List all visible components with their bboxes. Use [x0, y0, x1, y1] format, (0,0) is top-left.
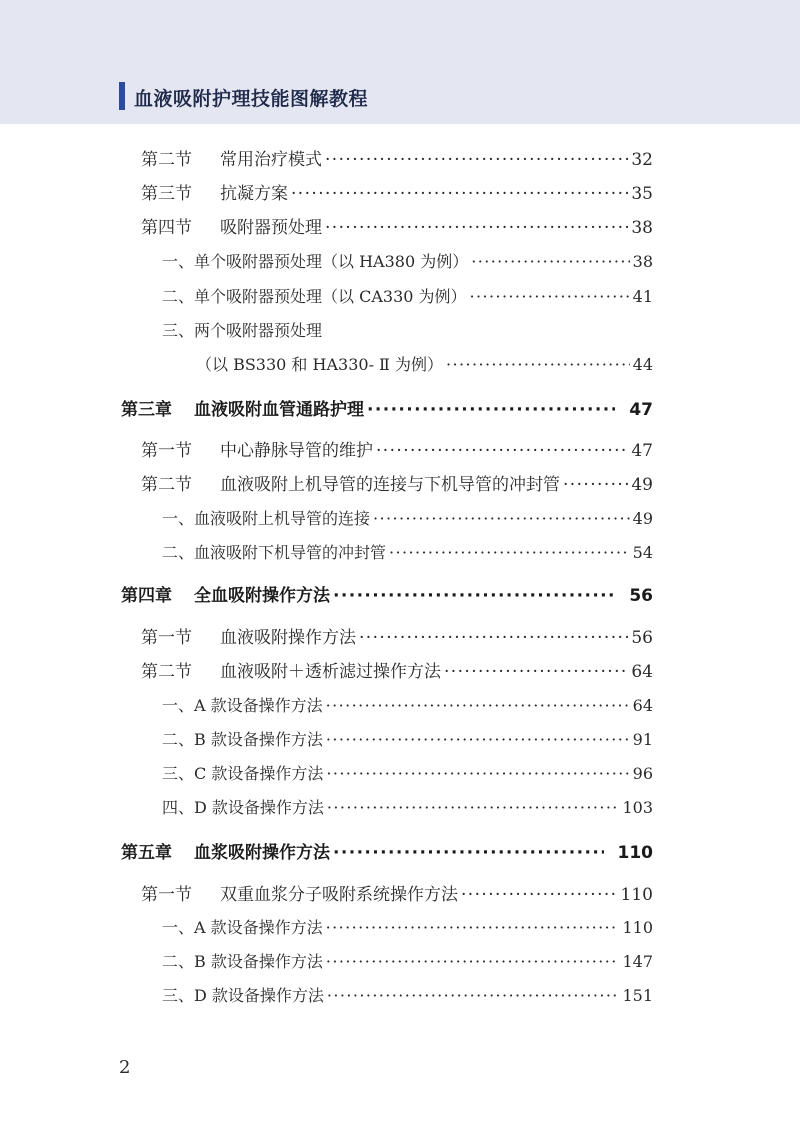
page-ref: 49	[631, 475, 653, 495]
subsection-title: 一、A 款设备操作方法	[162, 696, 323, 715]
section-title: 常用治疗模式	[220, 150, 322, 170]
toc-subsection-2-4-3-title[interactable]: 三、两个吸附器预处理	[162, 321, 323, 340]
dot-leader	[326, 696, 630, 715]
section-number: 第二节	[141, 475, 192, 495]
toc-subsection-3-2-1[interactable]	[162, 506, 653, 529]
subsection-title: 一、A 款设备操作方法	[162, 918, 323, 937]
dot-leader	[326, 730, 630, 749]
section-number: 第一节	[141, 441, 192, 461]
chapter-number: 第四章	[121, 586, 172, 606]
toc-subsection-5-1-1[interactable]	[162, 915, 653, 938]
page-ref: 32	[631, 150, 653, 170]
section-title: 双重血浆分子吸附系统操作方法	[220, 885, 458, 905]
dot-leader	[333, 586, 615, 606]
subsection-title: 三、C 款设备操作方法	[162, 764, 324, 783]
page-ref: 103	[622, 798, 653, 817]
page-ref: 38	[632, 252, 653, 271]
subsection-title: 一、血液吸附上机导管的连接	[162, 509, 371, 528]
subsection-title: 一、单个吸附器预处理（以 HA380 为例）	[162, 252, 469, 271]
toc-subsection-4-2-1[interactable]	[162, 693, 653, 716]
page-ref: 56	[629, 586, 653, 606]
toc-section-4-2[interactable]	[141, 657, 653, 682]
toc-subsection-3-2-2[interactable]	[162, 540, 653, 563]
page-ref: 110	[622, 918, 653, 937]
section-number: 第三节	[141, 184, 192, 204]
dot-leader	[446, 355, 630, 374]
dot-leader	[326, 952, 620, 971]
page-ref: 56	[631, 628, 653, 648]
toc-section-2-3[interactable]	[141, 179, 653, 204]
section-number: 第一节	[141, 885, 192, 905]
dot-leader	[327, 798, 620, 817]
page-ref: 47	[631, 441, 653, 461]
toc-subsection-2-4-2[interactable]	[162, 284, 653, 307]
section-number: 第一节	[141, 628, 192, 648]
page-ref: 47	[629, 400, 653, 420]
dot-leader	[325, 218, 628, 238]
page-ref: 64	[632, 696, 653, 715]
toc-chapter-5[interactable]	[121, 838, 653, 863]
dot-leader	[389, 543, 630, 562]
section-number: 第二节	[141, 662, 192, 682]
subsection-title: 三、D 款设备操作方法	[162, 986, 324, 1005]
section-number: 第二节	[141, 150, 192, 170]
toc-section-2-2[interactable]	[141, 145, 653, 170]
dot-leader	[326, 918, 620, 937]
subsection-title-continued: （以 BS330 和 HA330- Ⅱ 为例）	[196, 355, 444, 374]
page-number: 2	[119, 1057, 131, 1078]
page-ref: 41	[632, 287, 653, 306]
subsection-title: 二、单个吸附器预处理（以 CA330 为例）	[162, 287, 467, 306]
page-ref: 54	[632, 543, 653, 562]
page-ref: 151	[622, 986, 653, 1005]
book-title: 血液吸附护理技能图解教程	[134, 88, 369, 110]
subsection-title: 二、B 款设备操作方法	[162, 730, 323, 749]
toc-section-5-1[interactable]	[141, 880, 653, 905]
toc-chapter-3[interactable]	[121, 395, 653, 420]
dot-leader	[444, 662, 628, 682]
toc-subsection-2-4-3[interactable]	[196, 352, 653, 375]
chapter-number: 第三章	[121, 400, 172, 420]
toc-subsection-5-1-2[interactable]	[162, 949, 653, 972]
subsection-title: 二、血液吸附下机导管的冲封管	[162, 543, 387, 562]
dot-leader	[326, 764, 629, 783]
page-ref: 110	[617, 843, 653, 863]
page-ref: 49	[632, 509, 653, 528]
toc-section-4-1[interactable]	[141, 623, 653, 648]
page-ref: 96	[632, 764, 653, 783]
toc-subsection-2-4-1[interactable]	[162, 249, 653, 272]
subsection-title: 四、D 款设备操作方法	[162, 798, 324, 817]
toc-subsection-5-1-3[interactable]	[162, 983, 653, 1006]
toc-subsection-4-2-4[interactable]	[162, 795, 653, 818]
dot-leader	[325, 150, 628, 170]
dot-leader	[563, 475, 628, 495]
page-ref: 91	[632, 730, 653, 749]
page-ref: 44	[632, 355, 653, 374]
chapter-number: 第五章	[121, 843, 172, 863]
dot-leader	[359, 628, 628, 648]
dot-leader	[470, 287, 630, 306]
toc-subsection-4-2-3[interactable]	[162, 761, 653, 784]
toc-subsection-4-2-2[interactable]	[162, 727, 653, 750]
page-ref: 35	[631, 184, 653, 204]
page-ref: 64	[631, 662, 653, 682]
dot-leader	[471, 252, 629, 271]
subsection-title: 二、B 款设备操作方法	[162, 952, 323, 971]
section-title: 血液吸附操作方法	[220, 628, 356, 648]
dot-leader	[376, 441, 628, 461]
dot-leader	[291, 184, 628, 204]
section-number: 第四节	[141, 218, 192, 238]
dot-leader	[333, 843, 604, 863]
toc-section-2-4[interactable]	[141, 213, 653, 238]
section-title: 血液吸附上机导管的连接与下机导管的冲封管	[220, 475, 560, 495]
dot-leader	[461, 885, 618, 905]
toc-section-3-2[interactable]	[141, 470, 653, 495]
page-ref: 38	[631, 218, 653, 238]
dot-leader	[367, 400, 615, 420]
section-title: 抗凝方案	[220, 184, 288, 204]
section-title: 中心静脉导管的维护	[220, 441, 373, 461]
toc-section-3-1[interactable]	[141, 436, 653, 461]
chapter-title: 血浆吸附操作方法	[194, 843, 330, 863]
page-ref: 147	[622, 952, 653, 971]
section-title: 吸附器预处理	[220, 218, 322, 238]
section-title: 血液吸附＋透析滤过操作方法	[220, 662, 441, 682]
toc-chapter-4[interactable]	[121, 581, 653, 606]
chapter-title: 血液吸附血管通路护理	[194, 400, 364, 420]
dot-leader	[327, 986, 620, 1005]
dot-leader	[373, 509, 630, 528]
chapter-title: 全血吸附操作方法	[194, 586, 330, 606]
page-ref: 110	[620, 885, 653, 905]
